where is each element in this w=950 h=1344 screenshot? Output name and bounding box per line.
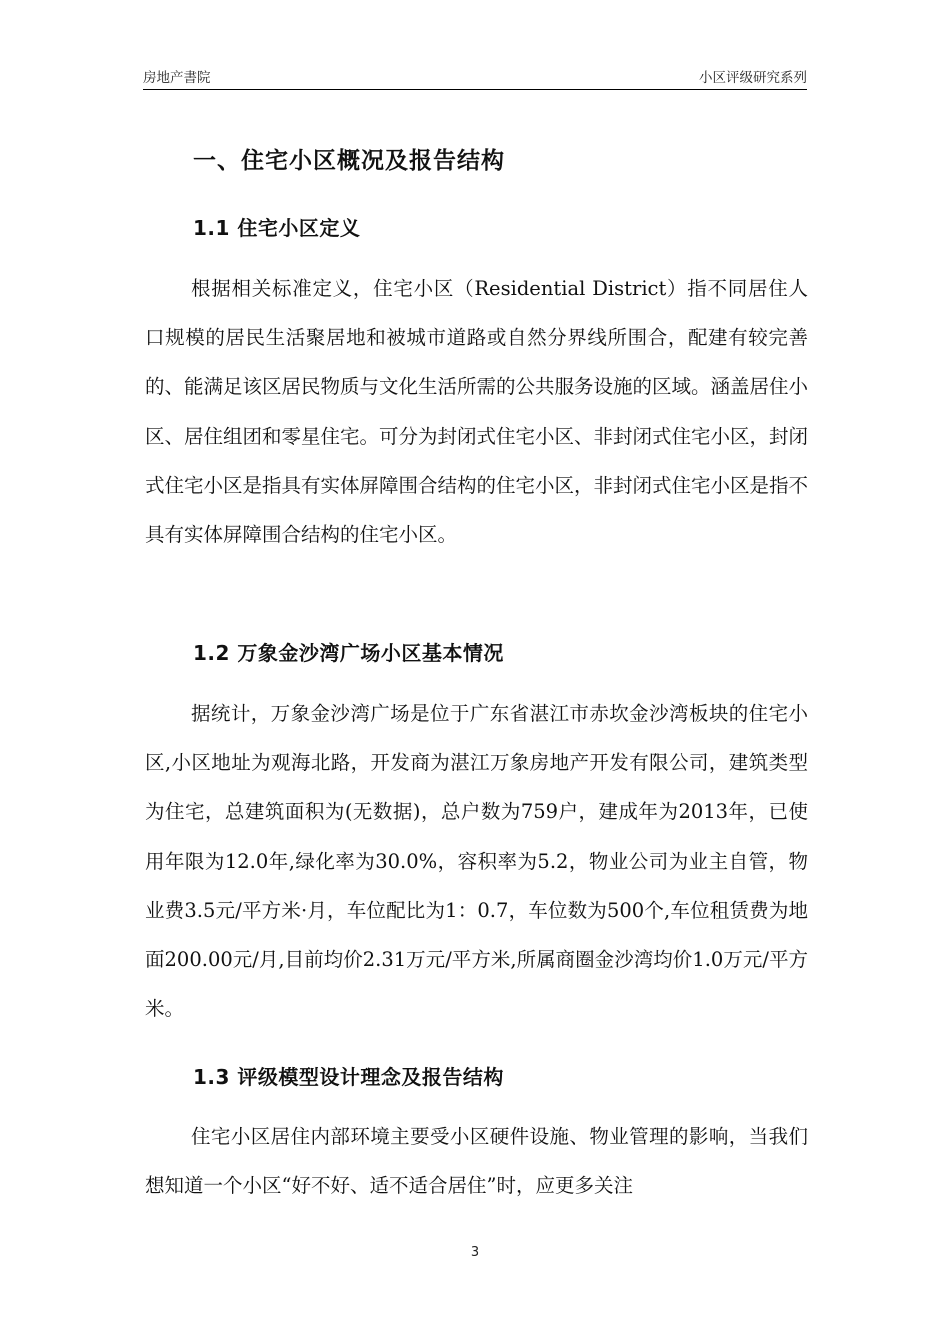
section-heading-1-3: 1.3 评级模型设计理念及报告结构 bbox=[193, 1065, 504, 1089]
chapter-title: 一、住宅小区概况及报告结构 bbox=[193, 148, 505, 174]
section-paragraph-1-3: 住宅小区居住内部环境主要受小区硬件设施、物业管理的影响，当我们想知道一个小区“好不好、适不适合居住”时，应更多关注 bbox=[145, 1125, 808, 1198]
header-right-label: 小区评级研究系列 bbox=[699, 70, 807, 86]
section-heading-1-2: 1.2 万象金沙湾广场小区基本情况 bbox=[193, 641, 504, 665]
page-number: 3 bbox=[470, 1245, 480, 1260]
section-heading-1-1: 1.1 住宅小区定义 bbox=[193, 216, 361, 240]
header-left-label: 房地产書院 bbox=[143, 70, 211, 86]
section-paragraph-1-1: 根据相关标准定义，住宅小区（Residential District）指不同居住人口规模的居民生活聚居地和被城市道路或自然分界线所围合，配建有较完善的、能满足该区居民物质与文化生活所需的公共服务设施的区域。涵盖居住小区、居住组团和零星住宅。可分为封闭式住宅小区、非封闭式住宅小区，封闭式住宅小区是指具有实体屏障围合结构的住宅小区，非封闭式住宅小区是指不具有实体屏障围合结构的住宅小区。 bbox=[145, 277, 809, 547]
page-header bbox=[143, 66, 807, 90]
section-paragraph-1-2: 据统计，万象金沙湾广场是位于广东省湛江市赤坎金沙湾板块的住宅小区,小区地址为观海北路，开发商为湛江万象房地产开发有限公司，建筑类型为住宅，总建筑面积为(无数据)，总户数为759户，建成年为2013年，已使用年限为12.0年,绿化率为30.0%，容积率为5.2，物业公司为业主自管，物业费3.5元/平方米·月，车位配比为1：0.7，车位数为500个,车位租赁费为地面200.00元/月,目前均价2.31万元/平方米,所属商圈金沙湾均价1.0万元/平方米。 bbox=[145, 702, 808, 1021]
header-divider bbox=[143, 89, 807, 90]
